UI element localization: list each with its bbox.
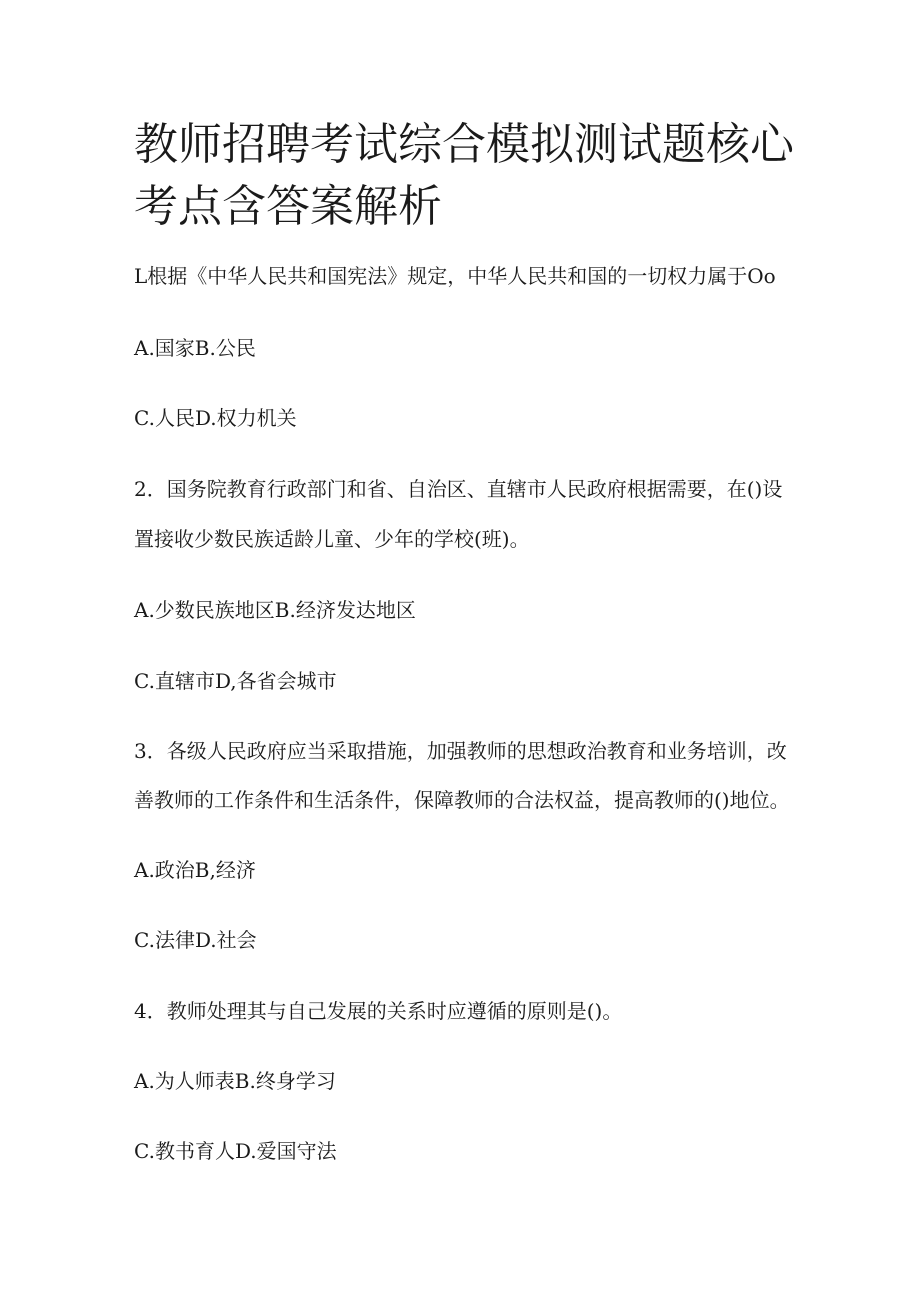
question-3-stem-line-1: 3．各级人民政府应当采取措施，加强教师的思想政治教育和业务培训，改	[134, 739, 787, 763]
question-3-options-ab: A.政治B,经济	[134, 858, 256, 882]
question-2-stem-line-1: 2．国务院教育行政部门和省、自治区、直辖市人民政府根据需要，在()设	[134, 477, 783, 501]
question-4-stem: 4．教师处理其与自己发展的关系时应遵循的原则是()。	[134, 999, 623, 1023]
question-2-options-ab: A.少数民族地区B.经济发达地区	[134, 598, 416, 622]
question-1-stem: L根据《中华人民共和国宪法》规定，中华人民共和国的一切权力属于Oo	[134, 264, 776, 288]
question-3-stem-line-2: 善教师的工作条件和生活条件，保障教师的合法权益，提高教师的()地位。	[134, 788, 790, 812]
question-1-options-ab: A.国家B.公民	[134, 336, 256, 360]
question-4-options-cd: C.教书育人D.爱国守法	[134, 1139, 337, 1163]
question-2-stem-line-2: 置接收少数民族适龄儿童、少年的学校(班)。	[134, 527, 530, 551]
question-3-options-cd: C.法律D.社会	[134, 928, 257, 952]
question-4-options-ab: A.为人师表B.终身学习	[134, 1069, 336, 1093]
document-title: 教师招聘考试综合模拟测试题核心考点含答案解析	[134, 119, 794, 232]
question-2-options-cd: C.直辖市D,各省会城市	[134, 669, 337, 693]
question-1-options-cd: C.人民D.权力机关	[134, 406, 297, 430]
